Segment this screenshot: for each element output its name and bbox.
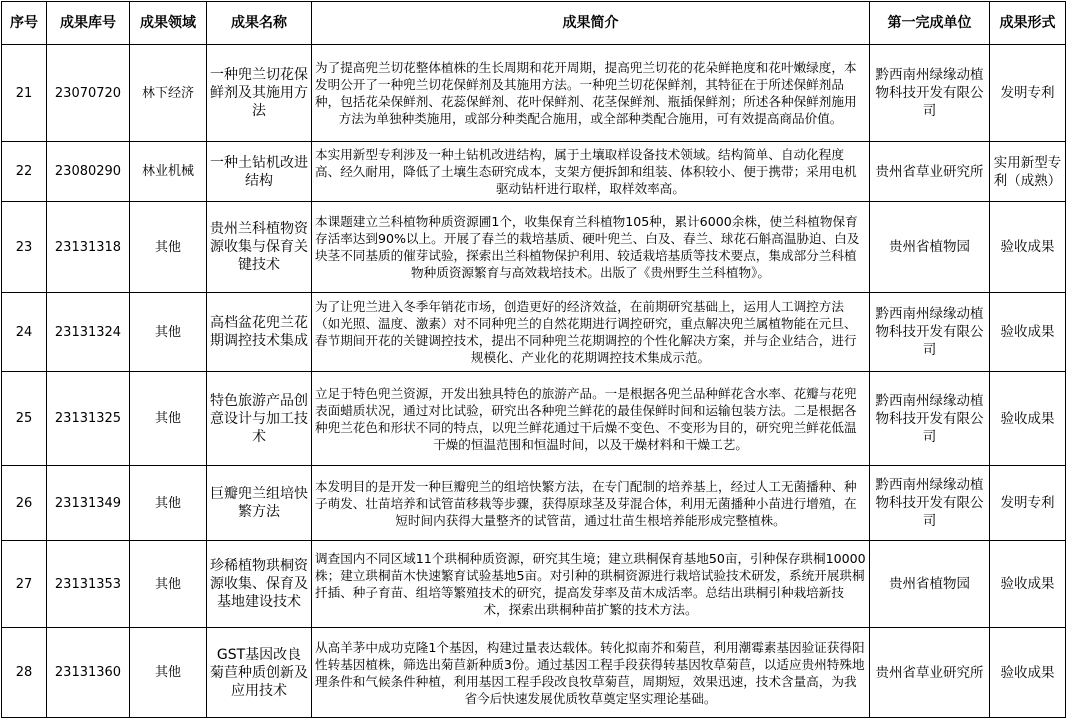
cell-summary: 调查国内不同区域11个珙桐种质资源，研究其生境；建立珙桐保育基地50亩，引种保存珙桐10000株；建立珙桐苗木快速繁育试验基地5亩。对引种的珙桐资源进行栽培试验技术研发，系统开展珙桐扦插、种子育苗、组培等繁殖技术的研究，提高发芽率及苗木成活率。总结出珙桐引种栽培新技术，探索出珙桐种苗扩繁的技术方法。 [312, 541, 870, 628]
achievements-table [1, 1, 1066, 718]
cell-code: 23131324 [47, 293, 130, 372]
cell-form: 发明专利 [990, 466, 1066, 541]
cell-name: 特色旅游产品创意设计与加工技术 [207, 372, 312, 466]
cell-name: 巨瓣兜兰组培快繁方法 [207, 466, 312, 541]
cell-name: 珍稀植物珙桐资源收集、保育及基地建设技术 [207, 541, 312, 628]
cell-no: 24 [2, 293, 47, 372]
cell-no: 27 [2, 541, 47, 628]
cell-unit: 黔西南州绿缘动植物科技开发有限公司 [870, 372, 990, 466]
cell-field: 林业机械 [130, 142, 207, 202]
cell-field: 林下经济 [130, 45, 207, 142]
cell-field: 其他 [130, 541, 207, 628]
table-row [2, 628, 1066, 718]
cell-summary: 本实用新型专利涉及一种土钻机改进结构，属于土壤取样设备技术领域。结构简单、自动化程度高、经久耐用，降低了土壤生态研究成本，支架方便拆卸和组装、体积较小、便于携带；采用电机驱动钻杆进行取样，取样效率高。 [312, 142, 870, 202]
table-row [2, 45, 1066, 142]
cell-unit: 贵州省草业研究所 [870, 142, 990, 202]
cell-no: 21 [2, 45, 47, 142]
cell-code: 23131318 [47, 202, 130, 293]
table-row [2, 202, 1066, 293]
header-field: 成果领域 [130, 2, 207, 45]
cell-summary: 立足于特色兜兰资源，开发出独具特色的旅游产品。一是根据各兜兰品种鲜花含水率、花瓣与花兜表面蜡质状况，通过对比试验，研究出各种兜兰鲜花的最佳保鲜时间和运输包装方法。二是根据各种兜兰花色和形状不同的特点，以兜兰鲜花通过干后燥不变色、不变形为目的，研究兜兰鲜花低温干燥的恒温范围和恒温时间，以及干燥材料和干燥工艺。 [312, 372, 870, 466]
cell-unit: 黔西南州绿缘动植物科技开发有限公司 [870, 293, 990, 372]
cell-code: 23070720 [47, 45, 130, 142]
cell-code: 23131325 [47, 372, 130, 466]
cell-code: 23131353 [47, 541, 130, 628]
cell-unit: 黔西南州绿缘动植物科技开发有限公司 [870, 466, 990, 541]
cell-code: 23131349 [47, 466, 130, 541]
cell-summary: 从高羊茅中成功克隆1个基因，构建过量表达载体。转化拟南芥和菊苣，利用潮霉素基因验证获得阳性转基因植株，筛选出菊苣新种质3份。通过基因工程手段获得转基因牧草菊苣，以适应贵州特殊地理条件和气候条件种植，利用基因工程手段改良牧草菊苣，周期短，效果迅速，技术含量高，为我省今后快速发展优质牧草奠定坚实理论基础。 [312, 628, 870, 718]
table-row [2, 142, 1066, 202]
cell-summary: 为了提高兜兰切花整体植株的生长周期和花开周期，提高兜兰切花的花朵鲜艳度和花叶嫩绿度，本发明公开了一种兜兰切花保鲜剂及其施用方法。一种兜兰切花保鲜剂，其特征在于所述保鲜剂品种，包括花朵保鲜剂、花蕊保鲜剂、花叶保鲜剂、花茎保鲜剂、瓶插保鲜剂；所述各种保鲜剂施用方法为单独种类施用，或部分种类配合施用，或全部种类配合施用，可有效提高商品价值。 [312, 45, 870, 142]
cell-name: 高档盆花兜兰花期调控技术集成 [207, 293, 312, 372]
cell-name: 一种土钻机改进结构 [207, 142, 312, 202]
table-row [2, 541, 1066, 628]
cell-name: GST基因改良菊苣种质创新及应用技术 [207, 628, 312, 718]
cell-form: 验收成果 [990, 541, 1066, 628]
cell-form: 发明专利 [990, 45, 1066, 142]
cell-no: 25 [2, 372, 47, 466]
cell-code: 23080290 [47, 142, 130, 202]
header-row [2, 2, 1066, 45]
cell-name: 贵州兰科植物资源收集与保育关键技术 [207, 202, 312, 293]
cell-field: 其他 [130, 466, 207, 541]
header-unit: 第一完成单位 [870, 2, 990, 45]
cell-field: 其他 [130, 372, 207, 466]
cell-no: 28 [2, 628, 47, 718]
cell-summary: 为了让兜兰进入冬季年销花市场，创造更好的经济效益，在前期研究基础上，运用人工调控方法（如光照、温度、激素）对不同种兜兰的自然花期进行调控研究，重点解决兜兰属植物能在元旦、春节期间开花的关键调控技术，提出不同种兜兰花期调控的个性化解决方案，并与企业结合，进行规模化、产业化的花期调控技术集成示范。 [312, 293, 870, 372]
cell-no: 26 [2, 466, 47, 541]
cell-unit: 贵州省植物园 [870, 541, 990, 628]
cell-no: 22 [2, 142, 47, 202]
cell-unit: 贵州省草业研究所 [870, 628, 990, 718]
table-row [2, 372, 1066, 466]
table-row [2, 293, 1066, 372]
header-summary: 成果简介 [312, 2, 870, 45]
cell-no: 23 [2, 202, 47, 293]
cell-unit: 贵州省植物园 [870, 202, 990, 293]
cell-summary: 本发明目的是开发一种巨瓣兜兰的组培快繁方法，在专门配制的培养基上，经过人工无菌播种、种子萌发、壮苗培养和试管苗移栽等步骤，获得原球茎及芽混合体，利用无菌播种小苗进行增殖，在短时间内获得大量整齐的试管苗，通过壮苗生根培养能形成完整植株。 [312, 466, 870, 541]
table-row [2, 466, 1066, 541]
cell-field: 其他 [130, 293, 207, 372]
cell-form: 验收成果 [990, 628, 1066, 718]
cell-form: 验收成果 [990, 293, 1066, 372]
cell-form: 验收成果 [990, 372, 1066, 466]
header-form: 成果形式 [990, 2, 1066, 45]
cell-summary: 本课题建立兰科植物种质资源圃1个，收集保育兰科植物105种，累计6000余株，使兰科植物保育存活率达到90%以上。开展了春兰的栽培基质、硬叶兜兰、白及、春兰、球花石斛高温胁迫、白及块茎不同基质的催芽试验，探索出兰科植物保护利用、较适栽培基质等技术要点，集成部分兰科植物种质资源繁育与高效栽培技术。出版了《贵州野生兰科植物》。 [312, 202, 870, 293]
header-code: 成果库号 [47, 2, 130, 45]
cell-form: 实用新型专利（成熟） [990, 142, 1066, 202]
cell-unit: 黔西南州绿缘动植物科技开发有限公司 [870, 45, 990, 142]
cell-name: 一种兜兰切花保鲜剂及其施用方法 [207, 45, 312, 142]
cell-field: 其他 [130, 628, 207, 718]
cell-form: 验收成果 [990, 202, 1066, 293]
header-name: 成果名称 [207, 2, 312, 45]
cell-code: 23131360 [47, 628, 130, 718]
header-no: 序号 [2, 2, 47, 45]
cell-field: 其他 [130, 202, 207, 293]
